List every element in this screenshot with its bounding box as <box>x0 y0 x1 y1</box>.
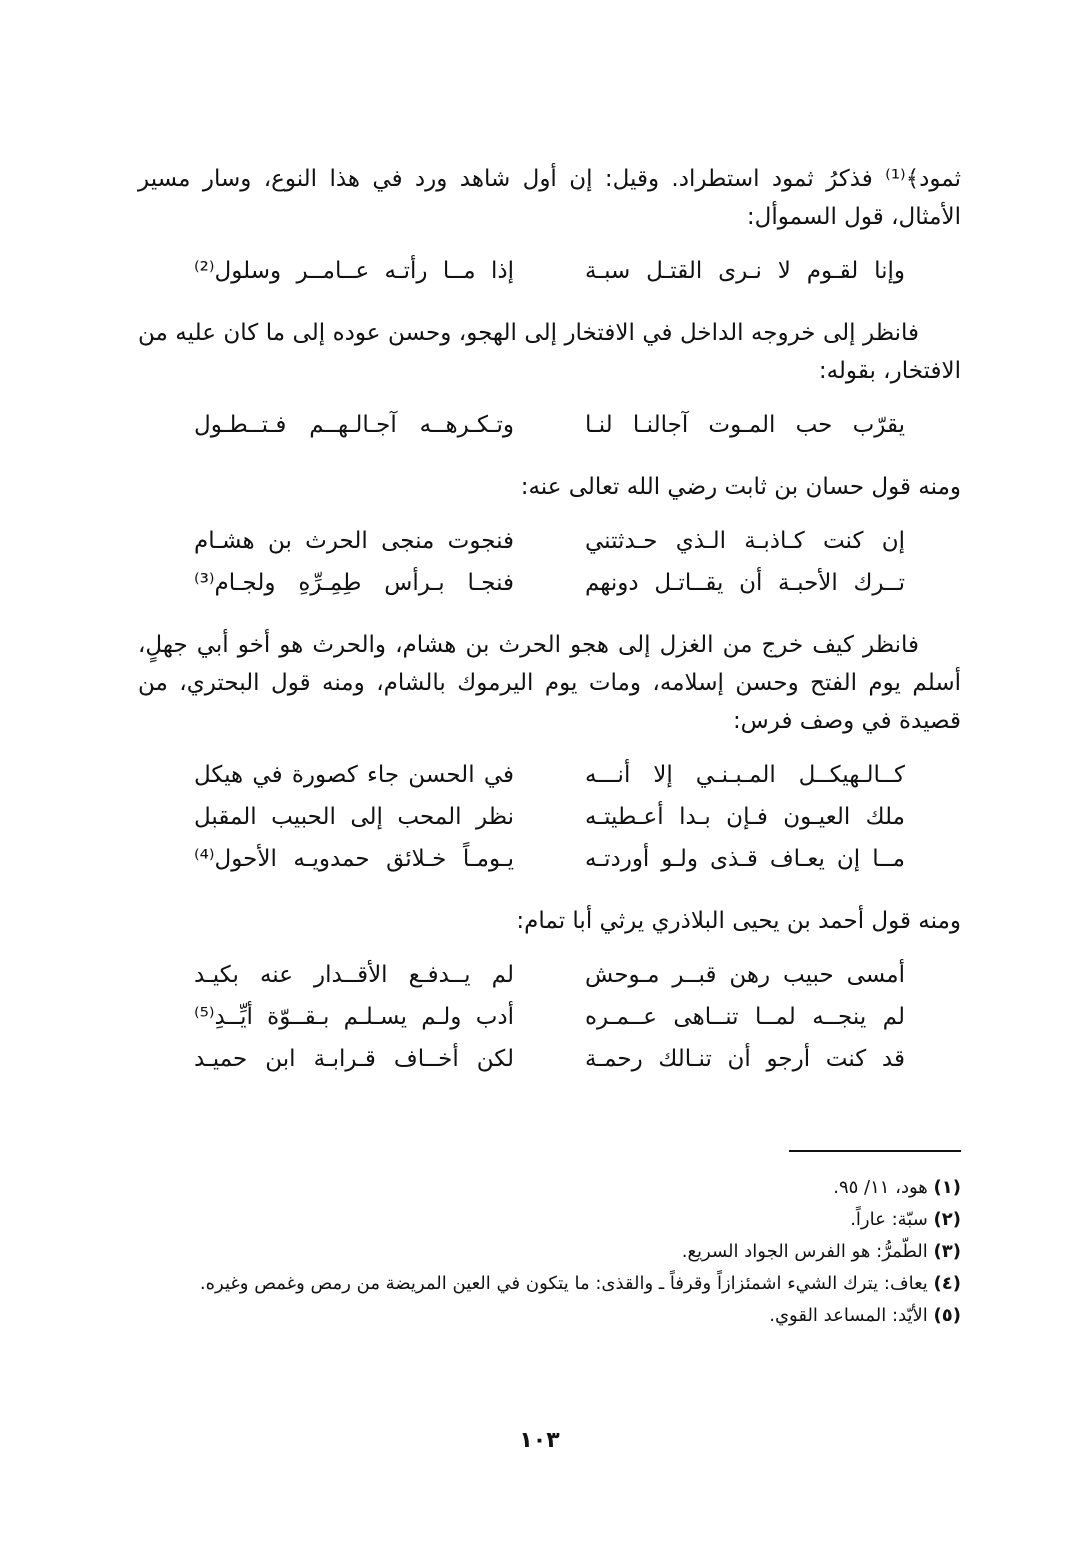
verse-second-hemistich: يـومـاً خـلائق حمدويـه الأحول⁽⁴⁾ <box>194 846 514 872</box>
verse-block-hassan <box>194 520 905 604</box>
verse-line <box>194 250 905 292</box>
verse-second-hemistich: لم يــدفـع الأقــدار عنه بكيـد <box>194 962 514 988</box>
footnote <box>138 1172 961 1204</box>
verse-first-hemistich: لم ينجــه لمــا تنــاهى عــمـره <box>585 1004 905 1030</box>
verse-second-hemistich: فنجوت منجى الحرث بن هشـام <box>194 528 514 554</box>
verse-line <box>194 954 905 996</box>
verse-line <box>194 520 905 562</box>
footnote-number: (٣) <box>933 1241 961 1262</box>
paragraph-4: فانظر كيف خرج من الغزل إلى هجو الحرث بن هشام، والحرث هو أخو أبي جهلٍ، أسلم يوم الفتح وحسن إسلامه، ومات يوم اليرموك بالشام، ومنه قول البحتري، من قصيدة في وصف فرس: <box>138 632 961 734</box>
footnote <box>138 1268 961 1300</box>
verse-line <box>194 754 905 796</box>
verse-block-buhturi <box>194 754 905 880</box>
paragraph-5: ومنه قول أحمد بن يحيى البلاذري يرثي أبا تمام: <box>516 908 961 934</box>
footnotes <box>138 1172 961 1332</box>
verse-line <box>194 562 905 604</box>
footnote-text: هود، ١١/ ٩٥. <box>833 1177 928 1198</box>
verse-first-hemistich: أمسى حبيب رهن قبــر مـوحش <box>585 962 905 988</box>
footnote <box>138 1236 961 1268</box>
verse-first-hemistich: يقرّب حب المـوت آجالنـا لنـا <box>585 412 905 438</box>
verse-line <box>194 838 905 880</box>
verse-block-samawal <box>194 250 905 292</box>
verse-second-hemistich: فنجـا بـرأس طِمِـرِّهِ ولجـام⁽³⁾ <box>194 570 514 596</box>
paragraph-2: فانظر إلى خروجه الداخل في الافتخار إلى الهجو، وحسن عوده إلى ما كان عليه من الافتخار، بقوله: <box>138 320 961 384</box>
footnote-divider <box>789 1150 961 1152</box>
verse-second-hemistich: في الحسن جاء كصورة في هيكل <box>194 762 514 788</box>
footnote <box>138 1204 961 1236</box>
paragraph-3: ومنه قول حسان بن ثابت رضي الله تعالى عنه: <box>520 474 961 500</box>
footnote-number: (١) <box>933 1177 961 1198</box>
footnote-text: يعاف: يترك الشيء اشمئزازاً وقرفاً ـ والقذى: ما يتكون في العين المريضة من رمص وغمص وغيره. <box>199 1273 928 1294</box>
footnote-number: (٤) <box>933 1273 961 1294</box>
verse-first-hemistich: ملك العيـون فـإن بـدا أعـطيتـه <box>585 804 905 830</box>
verse-second-hemistich: لكن أخــاف قـرابـة ابن حميـد <box>194 1046 514 1072</box>
verse-first-hemistich: تــرك الأحبـة أن يقــاتـل دونهم <box>585 570 905 596</box>
footnote-text: سبّة: عاراً. <box>850 1209 928 1230</box>
verse-block-baladhuri <box>194 954 905 1080</box>
verse-second-hemistich: إذا مــا رأتـه عــامــر وسلول⁽²⁾ <box>194 258 514 284</box>
verse-first-hemistich: إن كنت كـاذبـة الـذي حـدثتني <box>585 528 905 554</box>
footnote-number: (٥) <box>933 1305 961 1326</box>
verse-first-hemistich: قد كنت أرجو أن تنـالك رحمـة <box>585 1046 905 1072</box>
paragraph-1: ثمود﴾⁽¹⁾ فذكرُ ثمود استطراد. وقيل: إن أول شاهد ورد في هذا النوع، وسار مسير الأمثال، قول السموأل: <box>138 166 961 230</box>
footnote-number: (٢) <box>933 1209 961 1230</box>
verse-line <box>194 796 905 838</box>
verse-line <box>194 1038 905 1080</box>
verse-first-hemistich: كــالـهيكــل المـبـنـي إلا أنـــه <box>585 762 905 788</box>
verse-second-hemistich: وتـكـرهــه آجـالـهــم فـتــطـول <box>194 412 514 438</box>
footnote <box>138 1300 961 1332</box>
verse-first-hemistich: مــا إن يعـاف قـذى ولـو أوردتـه <box>585 846 905 872</box>
verse-block-samawal-2 <box>194 404 905 446</box>
footnote-text: الطّمرُّ: هو الفرس الجواد السريع. <box>681 1241 928 1262</box>
verse-line <box>194 404 905 446</box>
verse-first-hemistich: وإنا لقـوم لا نـرى القتـل سبـة <box>585 258 905 284</box>
verse-line <box>194 996 905 1038</box>
verse-second-hemistich: أدب ولـم يسـلـم بـقــوّة أيِّــدِ⁽⁵⁾ <box>194 1004 514 1030</box>
footnote-text: الأيّد: المساعد القوي. <box>769 1305 928 1326</box>
verse-second-hemistich: نظر المحب إلى الحبيب المقبل <box>194 804 514 830</box>
page-number: ١٠٣ <box>519 1428 560 1453</box>
